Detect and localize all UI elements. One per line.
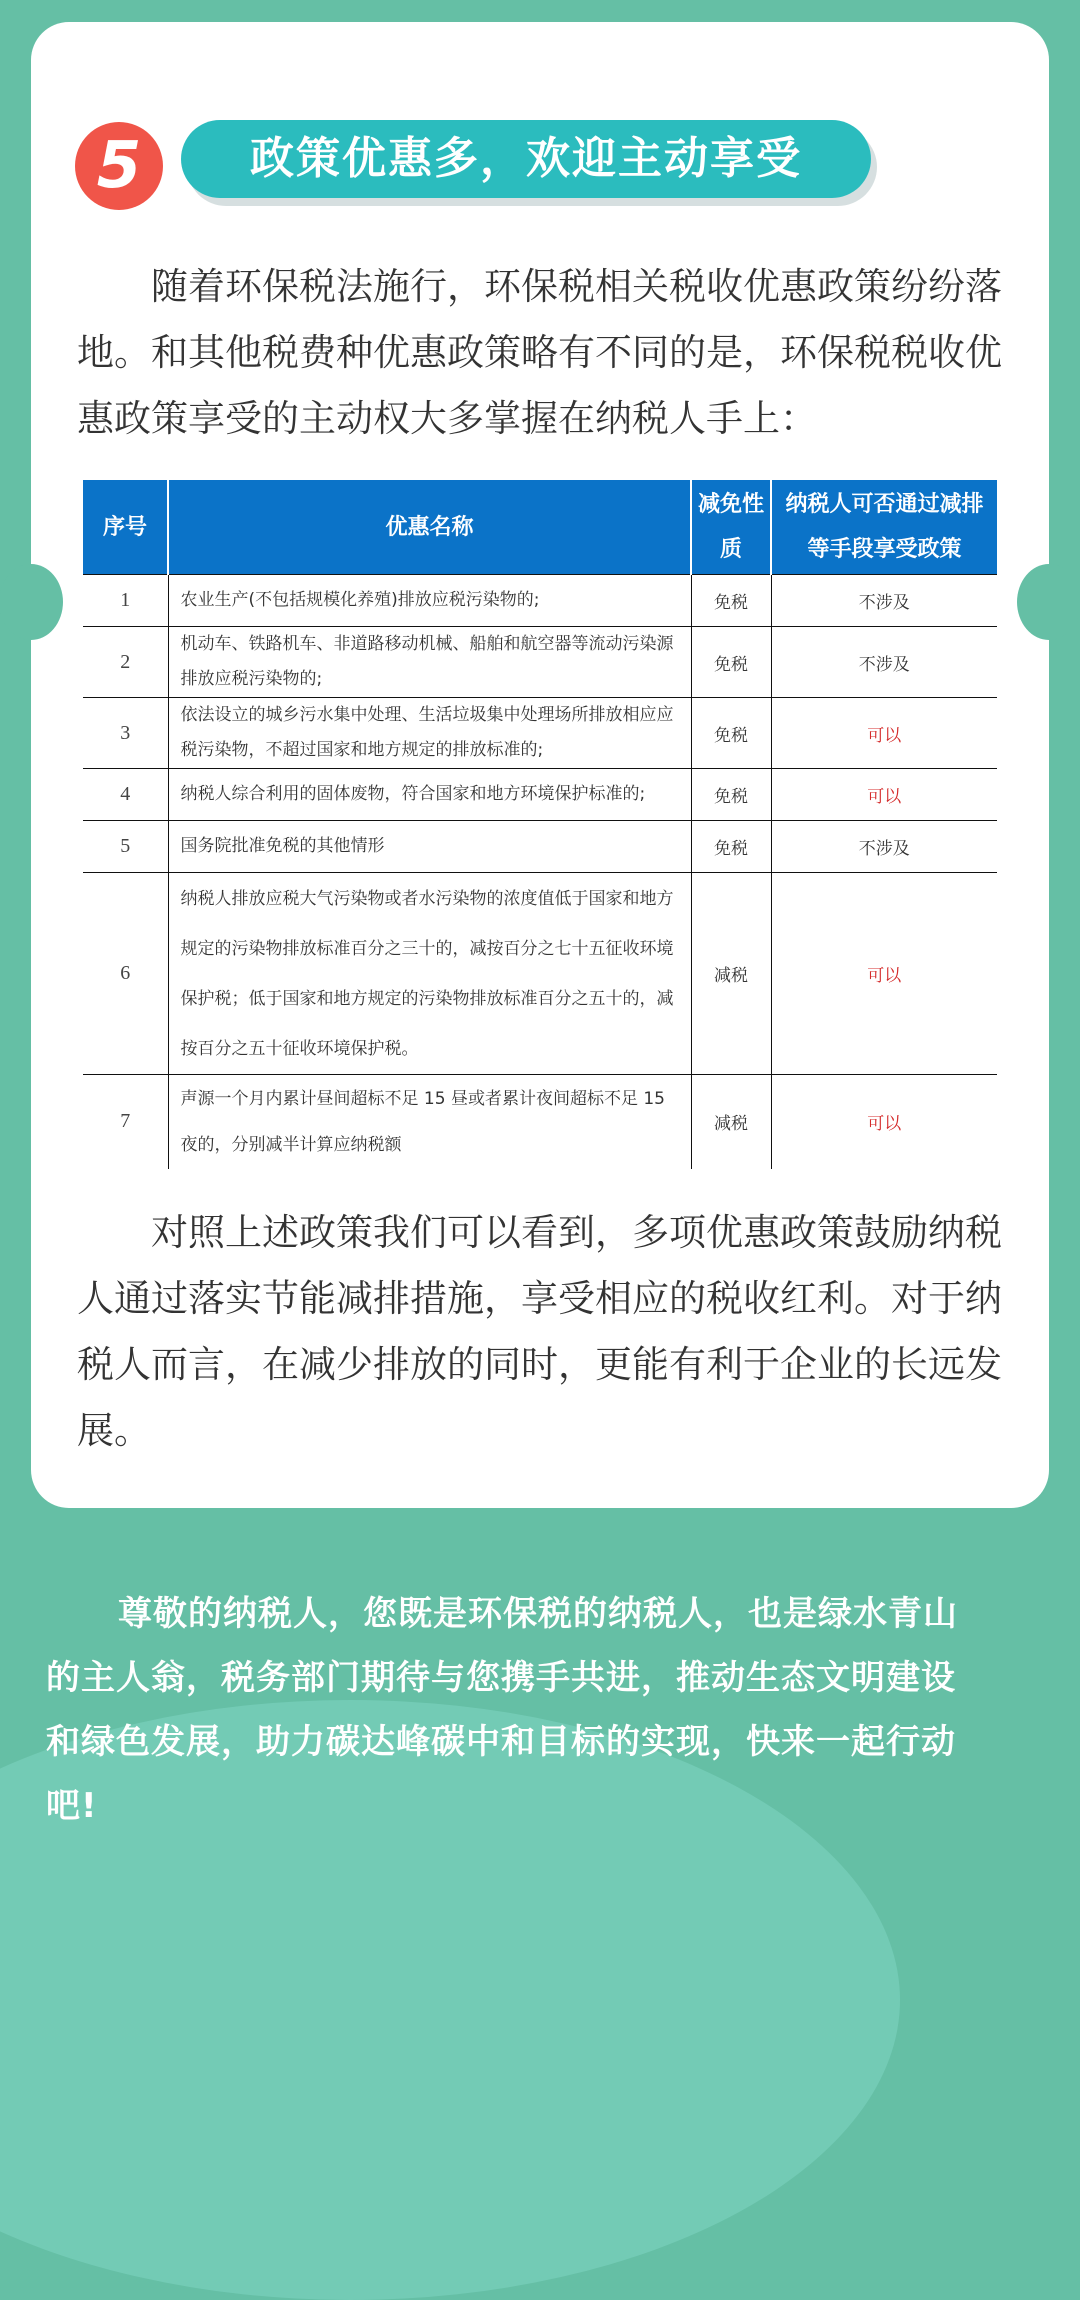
- row-reduce: 可以: [771, 698, 997, 769]
- content-card: [31, 22, 1049, 1508]
- row-seq: 1: [83, 575, 168, 627]
- row-seq: 3: [83, 698, 168, 769]
- table-row: [83, 769, 997, 821]
- table-row: [83, 575, 997, 627]
- header-seq: 序号: [83, 480, 168, 575]
- row-seq: 6: [83, 873, 168, 1075]
- summary-paragraph: 对照上述政策我们可以看到，多项优惠政策鼓励纳税人通过落实节能减排措施，享受相应的税收红利。对于纳税人而言，在减少排放的同时，更能有利于企业的长远发展。: [77, 1211, 1002, 1452]
- row-reduce: 可以: [771, 769, 997, 821]
- row-type: 免税: [691, 575, 771, 627]
- row-name: 纳税人综合利用的固体废物，符合国家和地方环境保护标准的;: [168, 769, 691, 821]
- row-type: 免税: [691, 627, 771, 698]
- row-type: 减税: [691, 873, 771, 1075]
- table-row: [83, 698, 997, 769]
- row-seq: 2: [83, 627, 168, 698]
- row-seq: 7: [83, 1075, 168, 1169]
- table-row: [83, 1075, 997, 1169]
- card-notch-right: [1017, 564, 1080, 640]
- row-reduce: 不涉及: [771, 821, 997, 873]
- row-name: 国务院批准免税的其他情形: [168, 821, 691, 873]
- row-reduce: 可以: [771, 873, 997, 1075]
- table-row: [83, 821, 997, 873]
- section-number-badge: 5: [75, 122, 163, 210]
- intro-paragraph: 随着环保税法施行，环保税相关税收优惠政策纷纷落地。和其他税费种优惠政策略有不同的是，环保税税收优惠政策享受的主动权大多掌握在纳税人手上：: [77, 265, 1002, 440]
- row-seq: 5: [83, 821, 168, 873]
- row-reduce: 不涉及: [771, 575, 997, 627]
- closing-message: 尊敬的纳税人，您既是环保税的纳税人，也是绿水青山的主人翁，税务部门期待与您携手共进，推动生态文明建设和绿色发展，助力碳达峰碳中和目标的实现，快来一起行动吧!: [46, 1594, 958, 1826]
- header-name: 优惠名称: [168, 480, 691, 575]
- card-notch-left: [0, 564, 63, 640]
- row-type: 免税: [691, 821, 771, 873]
- row-name: 依法设立的城乡污水集中处理、生活垃圾集中处理场所排放相应应税污染物，不超过国家和地方规定的排放标准的;: [168, 698, 691, 769]
- section-title: 政策优惠多，欢迎主动享受: [181, 120, 871, 198]
- row-reduce: 可以: [771, 1075, 997, 1169]
- header-reduce: 纳税人可否通过减排等手段享受政策: [771, 480, 997, 575]
- row-name: 纳税人排放应税大气污染物或者水污染物的浓度值低于国家和地方规定的污染物排放标准百分之三十的，减按百分之七十五征收环境保护税；低于国家和地方规定的污染物排放标准百分之五十的，减按百分之五十征收环境保护税。: [168, 873, 691, 1075]
- header-type: 减免性质: [691, 480, 771, 575]
- row-name: 声源一个月内累计昼间超标不足 15 昼或者累计夜间超标不足 15 夜的，分别减半计算应纳税额: [168, 1075, 691, 1169]
- table-row: [83, 873, 997, 1075]
- section-header: [75, 116, 945, 226]
- table-row: [83, 627, 997, 698]
- policy-table: [83, 480, 997, 1169]
- row-seq: 4: [83, 769, 168, 821]
- row-type: 免税: [691, 698, 771, 769]
- table-header-row: [83, 480, 997, 575]
- row-reduce: 不涉及: [771, 627, 997, 698]
- row-type: 减税: [691, 1075, 771, 1169]
- row-name: 机动车、铁路机车、非道路移动机械、船舶和航空器等流动污染源排放应税污染物的;: [168, 627, 691, 698]
- row-name: 农业生产(不包括规模化养殖)排放应税污染物的;: [168, 575, 691, 627]
- row-type: 免税: [691, 769, 771, 821]
